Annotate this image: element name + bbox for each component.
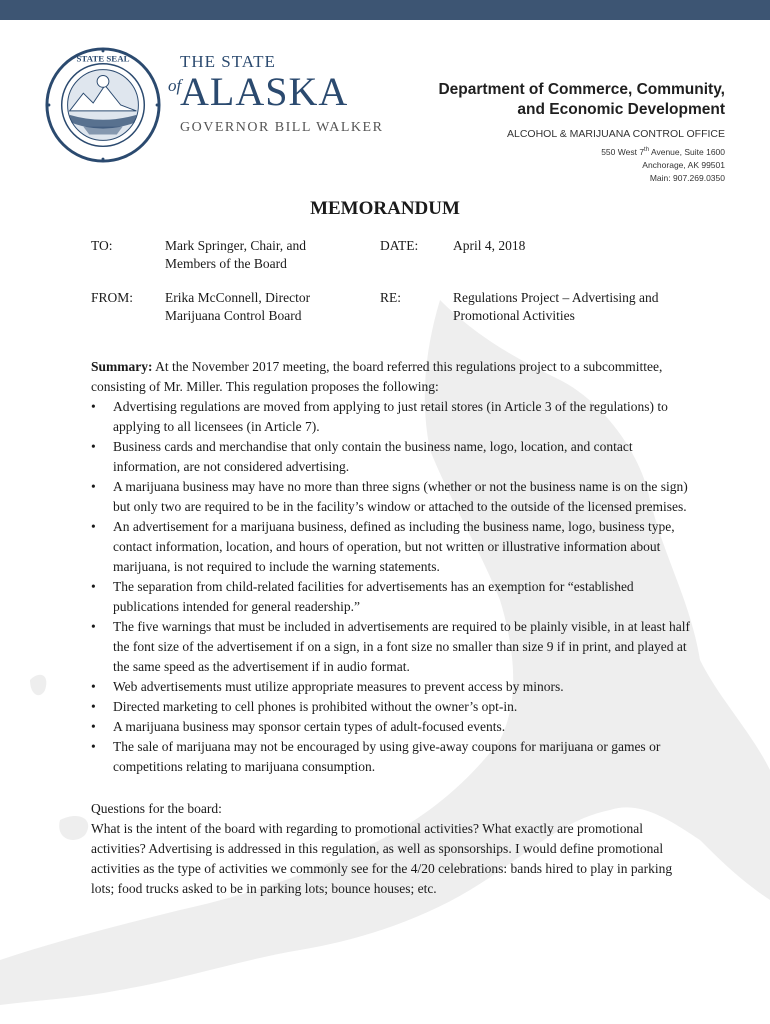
bullet-item: • Business cards and merchandise that only contain the business name, logo, location, and contact information, are not considered advertising. (91, 439, 633, 474)
date-label: DATE: (380, 238, 419, 253)
governor-text: GOVERNOR BILL WALKER (180, 120, 384, 135)
bullet-item: • The sale of marijuana may not be encouraged by using give-away coupons for marijuana or games or competitions relating to marijuana consumption. (91, 739, 661, 774)
alaska-text: ALASKA (180, 69, 349, 114)
memo-title: MEMORANDUM (310, 198, 460, 219)
to-label: TO: (91, 238, 113, 253)
the-state-text: THE STATE (180, 52, 276, 71)
state-seal-icon (44, 46, 162, 164)
summary-bullets (91, 397, 691, 777)
bullet-item: • Web advertisements must utilize appropriate measures to prevent access by minors. (91, 679, 564, 694)
bullet-item: • An advertisement for a marijuana business, defined as including the business name, logo, business type, contact information, location, and hours of operation, but not written or illustrative information about marijuana, is not required to include the warning statements. (91, 519, 675, 574)
to-value: Mark Springer, Chair, and Members of the Board (165, 238, 307, 271)
bullet-item: • The five warnings that must be included in advertisements are required to be plainly visible, in at least half the font size of the advertisement if on a sign, in a font size no smaller than size 9 if in print, and played at the same speed as the advertisement if in audio format. (91, 619, 690, 674)
bullet-item: • A marijuana business may sponsor certain types of adult-focused events. (91, 719, 506, 734)
re-label: RE: (380, 290, 402, 305)
bullet-item: • The separation from child-related facilities for advertisements has an exemption for “established publications intended for general readership.” (91, 579, 634, 614)
from-value: Erika McConnell, Director Marijuana Control Board (165, 290, 311, 323)
office-address (601, 144, 725, 185)
from-label: FROM: (91, 290, 134, 305)
memo-body (91, 357, 691, 899)
bullet-item: • Advertising regulations are moved from applying to just retail stores (in Article 3 of the regulations) to applying to all licensees (in Article 7). (91, 399, 668, 434)
bullet-item: • Directed marketing to cell phones is prohibited without the owner’s opt-in. (91, 699, 518, 714)
dept-line-2: and Economic Development (517, 101, 725, 118)
address-phone: Main: 907.269.0350 (649, 172, 725, 183)
date-value: April 4, 2018 (453, 238, 526, 253)
department-heading (438, 80, 725, 120)
bullet-item: • A marijuana business may have no more than three signs (whether or not the business name is on the sign) but only two are required to be in the facility’s window or attached to the outside of the licensed premises. (91, 479, 688, 514)
office-name: ALCOHOL & MARIJUANA CONTROL OFFICE (506, 128, 725, 140)
top-color-bar (0, 0, 770, 20)
questions-text: What is the intent of the board with regarding to promotional activities? What exactly are promotional activities? Advertising is addressed in this regulation, as well as sponsorships. I would define promotional activities as the type of activities we commonly see for the 4/20 celebrations: bands hired to play in parking lots; food trucks asked to be in parking lots; bounce houses; etc. (91, 821, 673, 896)
summary-text: At the November 2017 meeting, the board referred this regulations project to a subcommittee, consisting of Mr. Miller. This regulation proposes the following: (91, 359, 663, 394)
address-city: Anchorage, AK 99501 (642, 159, 725, 170)
svg-text:STATE SEAL: STATE SEAL (76, 53, 130, 64)
questions-heading: Questions for the board: (91, 801, 222, 816)
summary-label: Summary: (91, 359, 153, 374)
address-street: 550 West 7th Avenue, Suite 1600 (601, 146, 725, 157)
of-text: of (168, 76, 182, 95)
summary-paragraph (91, 357, 691, 397)
re-value: Regulations Project – Advertising and Promotional Activities (453, 290, 659, 323)
dept-line-1: Department of Commerce, Community, (438, 81, 725, 98)
